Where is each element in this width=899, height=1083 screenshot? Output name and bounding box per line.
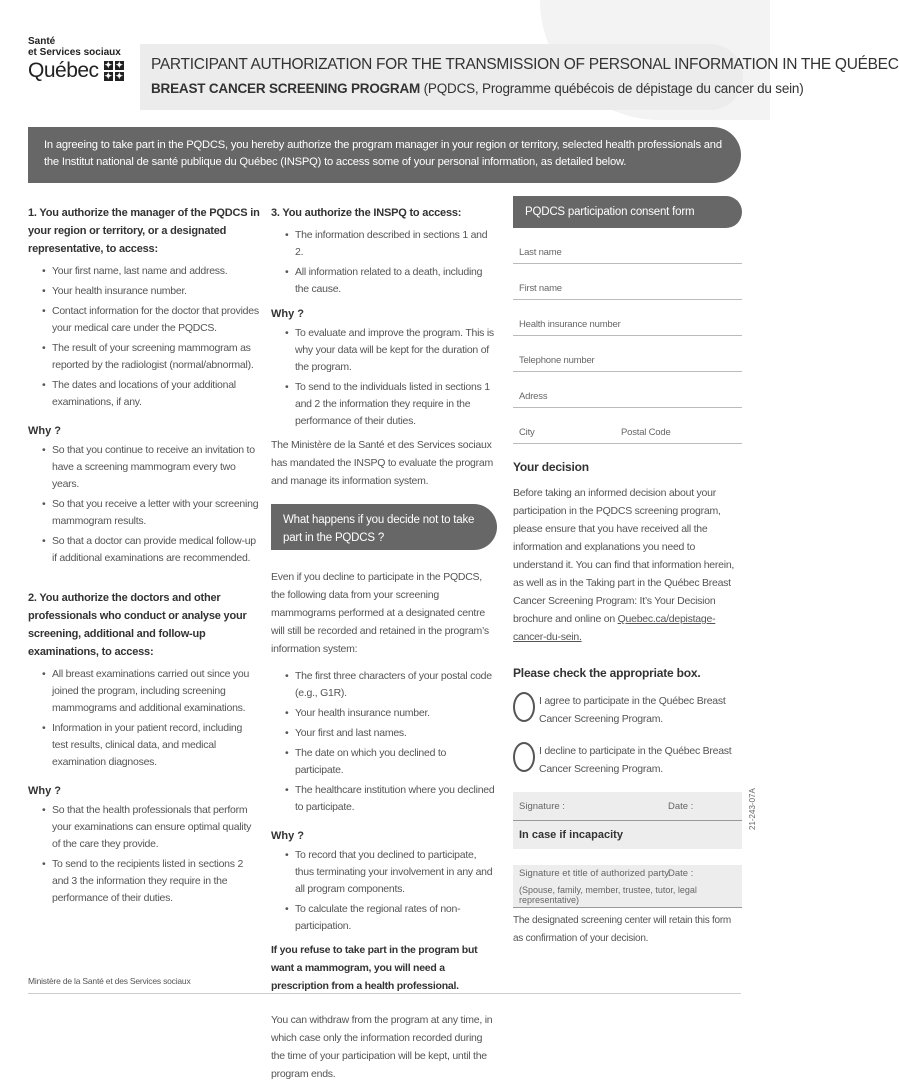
refuse-note: If you refuse to take part in the program but want a mammogram, you will need a prescription from a health professional. bbox=[271, 944, 478, 992]
column-1 bbox=[28, 204, 260, 910]
check-heading: Please check the appropriate box. bbox=[513, 666, 701, 680]
decline-why: Why ? bbox=[271, 830, 304, 842]
list-item: • To evaluate and improve the program. This is why your data will be kept for the duration of the program. bbox=[271, 325, 497, 376]
intro-banner: In agreeing to take part in the PQDCS, you hereby authorize the program manager in your region or territory, selected health professionals and the Institut national de santé publique du Québec (INSPQ) to access some of your personal information, as detailed below. bbox=[28, 127, 741, 183]
logo-name: Québec bbox=[28, 59, 99, 82]
section1-heading: 1. You authorize the manager of the PQDCS in your region or territory, or a designated representative, to access: bbox=[28, 207, 260, 255]
page-title-line2: BREAST CANCER SCREENING PROGRAM (PQDCS, Programme québécois de dépistage du cancer du sein) bbox=[151, 81, 804, 96]
list-item: • The information described in sections 1 and 2. bbox=[271, 227, 497, 261]
footer-ministry: Ministère de la Santé et des Services sociaux bbox=[28, 976, 191, 986]
health-insurance-label: Health insurance number bbox=[519, 319, 621, 330]
list-item: • The date on which you declined to participate. bbox=[271, 745, 497, 779]
address-field[interactable] bbox=[513, 372, 742, 408]
list-item: • So that you continue to receive an invitation to have a screening mammogram every two years. bbox=[28, 442, 260, 493]
section3-list bbox=[271, 227, 497, 298]
authorized-signature-field[interactable] bbox=[513, 865, 742, 908]
list-item: • Your health insurance number. bbox=[271, 705, 497, 722]
decline-why-list bbox=[271, 847, 497, 935]
footer-rule bbox=[28, 993, 741, 994]
section3-why: Why ? bbox=[271, 308, 304, 320]
last-name-field[interactable] bbox=[513, 228, 742, 264]
list-item: • To calculate the regional rates of non-participation. bbox=[271, 901, 497, 935]
list-item: • All breast examinations carried out since you joined the program, including screening mammograms and additional examinations. bbox=[28, 666, 260, 717]
list-item: • Your health insurance number. bbox=[28, 283, 260, 300]
list-item: • To record that you declined to participate, thus terminating your involvement in any and all program components. bbox=[271, 847, 497, 898]
section1-why-list bbox=[28, 442, 260, 567]
section2-why: Why ? bbox=[28, 785, 61, 797]
fleur-de-lis-flag-icon: ✦ ✦ ✦ ✦ bbox=[104, 60, 123, 81]
list-item: • So that the health professionals that perform your examinations can ensure optimal quality of the care they provide. bbox=[28, 802, 260, 853]
mandate-text: The Ministère de la Santé et des Services sociaux has mandated the INSPQ to evaluate the program and manage its information system. bbox=[271, 439, 493, 487]
city-postal-field[interactable] bbox=[513, 408, 742, 444]
list-item: • Contact information for the doctor that provides your medical care under the PQDCS. bbox=[28, 303, 260, 337]
column-2 bbox=[271, 204, 497, 1083]
section2-list bbox=[28, 666, 260, 771]
authorized-signature-label: Signature et title of authorized party bbox=[519, 868, 669, 879]
decline-intro: Even if you decline to participate in the PQDCS, the following data from your screening mammograms performed at a designated centre will still be recorded and retained in the program’s information system: bbox=[271, 571, 489, 655]
decline-box: What happens if you decide not to take part in the PQDCS ? bbox=[271, 504, 497, 550]
authorized-date-label: Date : bbox=[668, 868, 694, 879]
first-name-field[interactable] bbox=[513, 264, 742, 300]
column-3 bbox=[513, 196, 742, 948]
decline-checkbox[interactable] bbox=[513, 742, 535, 772]
form-code: 21-243-07A bbox=[748, 788, 757, 830]
telephone-field[interactable] bbox=[513, 336, 742, 372]
incapacity-heading: In case if incapacity bbox=[513, 821, 742, 849]
decline-list bbox=[271, 668, 497, 816]
first-name-label: First name bbox=[519, 283, 562, 294]
section3-heading: 3. You authorize the INSPQ to access: bbox=[271, 207, 462, 219]
decline-label: I decline to participate in the Québec Breast Cancer Screening Program. bbox=[539, 745, 732, 775]
address-label: Adress bbox=[519, 391, 548, 402]
decision-link[interactable]: Quebec.ca/depistage-cancer-du-sein. bbox=[513, 613, 716, 643]
list-item: • The dates and locations of your additional examinations, if any. bbox=[28, 377, 260, 411]
list-item: • The healthcare institution where you declined to participate. bbox=[271, 782, 497, 816]
date-label: Date : bbox=[668, 801, 694, 812]
decline-option[interactable] bbox=[513, 742, 742, 778]
logo-line1: Santé bbox=[28, 36, 56, 47]
city-label: City bbox=[519, 427, 535, 438]
list-item: • The result of your screening mammogram as reported by the radiologist (normal/abnormal). bbox=[28, 340, 260, 374]
form-heading: PQDCS participation consent form bbox=[513, 196, 742, 228]
retain-note: The designated screening center will retain this form as confirmation of your decision. bbox=[513, 915, 731, 944]
decision-heading: Your decision bbox=[513, 460, 589, 474]
title-banner bbox=[140, 44, 743, 110]
authorized-note: (Spouse, family, member, trustee, tutor, legal representative) bbox=[519, 885, 697, 905]
list-item: • Your first and last names. bbox=[271, 725, 497, 742]
list-item: • So that you receive a letter with your screening mammogram results. bbox=[28, 496, 260, 530]
withdraw-note: You can withdraw from the program at any time, in which case only the information recorded during the time of your participation will be kept, until the program ends. bbox=[271, 1014, 493, 1080]
list-item: • Your first name, last name and address. bbox=[28, 263, 260, 280]
agree-label: I agree to participate in the Québec Breast Cancer Screening Program. bbox=[539, 695, 726, 725]
decision-text: Before taking an informed decision about your participation in the PQDCS screening program, please ensure that you have received all the information and explanations you need to understand it. You can find that information herein, as well as in the Taking part in the Québec Breast Cancer Screening Program: It’s Your Decision brochure and online on Quebec.ca/depistage-cancer-du-sein. bbox=[513, 487, 735, 643]
list-item: • All information related to a death, including the cause. bbox=[271, 264, 497, 298]
list-item: • To send to the recipients listed in sections 2 and 3 the information they require in the performance of their duties. bbox=[28, 856, 260, 907]
signature-label: Signature : bbox=[519, 801, 565, 812]
quebec-logo bbox=[28, 36, 138, 83]
section3-why-list bbox=[271, 325, 497, 430]
section2-why-list bbox=[28, 802, 260, 907]
list-item: • To send to the individuals listed in sections 1 and 2 the information they require in the performance of their duties. bbox=[271, 379, 497, 430]
list-item: • The first three characters of your postal code (e.g., G1R). bbox=[271, 668, 497, 702]
page-title-line1: PARTICIPANT AUTHORIZATION FOR THE TRANSMISSION OF PERSONAL INFORMATION IN THE QUÉBEC bbox=[151, 56, 899, 73]
agree-checkbox[interactable] bbox=[513, 692, 535, 722]
telephone-label: Telephone number bbox=[519, 355, 595, 366]
health-insurance-field[interactable] bbox=[513, 300, 742, 336]
list-item: • So that a doctor can provide medical follow-up if additional examinations are recommended. bbox=[28, 533, 260, 567]
agree-option[interactable] bbox=[513, 692, 742, 728]
section1-why: Why ? bbox=[28, 425, 61, 437]
section1-list bbox=[28, 263, 260, 411]
section2-heading: 2. You authorize the doctors and other professionals who conduct or analyse your screening, additional and follow-up examinations, to access: bbox=[28, 592, 247, 658]
signature-field[interactable] bbox=[513, 792, 742, 821]
postal-code-label: Postal Code bbox=[621, 427, 671, 438]
list-item: • Information in your patient record, including test results, clinical data, and medical examination diagnoses. bbox=[28, 720, 260, 771]
last-name-label: Last name bbox=[519, 247, 562, 258]
logo-line2: et Services sociaux bbox=[28, 47, 121, 58]
